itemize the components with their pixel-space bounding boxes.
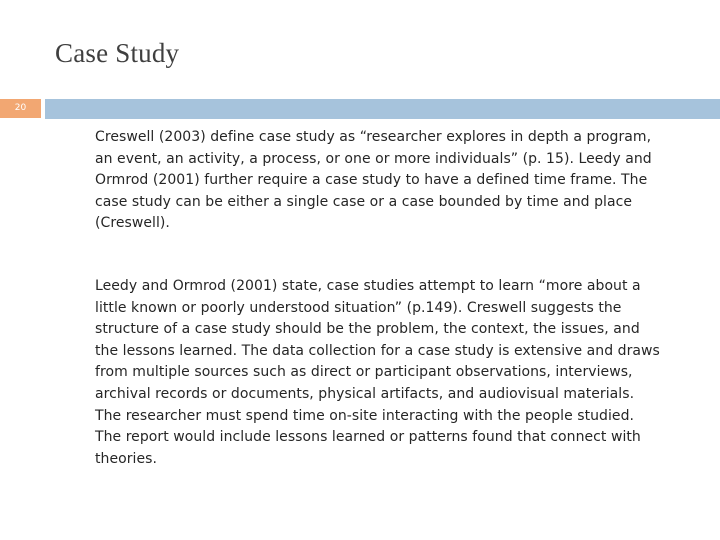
body-paragraph-2: Leedy and Ormrod (2001) state, case studies attempt to learn “more about a little known or poorly understood situation” (p.149). Creswell suggests the structure of a case study should be the problem, the context, the issues, and the lessons learned. The data collection for a case study is extensive and draws from multiple sources such as direct or participant observations, interviews, archival records or documents, physical artifacts, and audiovisual materials. The researcher must spend time on-site interacting with the people studied. The report would include lessons learned or patterns found that connect with theories. <box>95 278 660 467</box>
slide-title: Case Study <box>55 38 180 68</box>
body-paragraph-1: Creswell (2003) define case study as “researcher explores in depth a program, an event, an activity, a process, or one or more individuals” (p. 15). Leedy and Ormrod (2001) further require a case study to have a defined time frame. The case study can be either a single case or a case bounded by time and place (Creswell). <box>95 129 652 232</box>
header-bar <box>45 99 720 119</box>
slide-number: 20 <box>0 99 41 119</box>
